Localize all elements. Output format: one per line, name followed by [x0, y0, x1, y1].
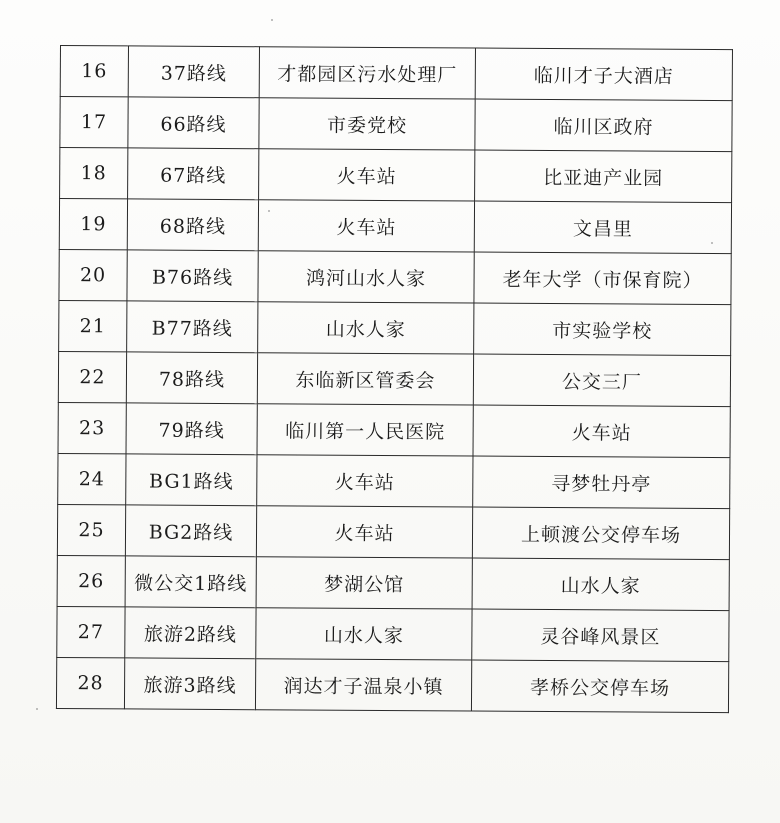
end-stop-cell: 市实验学校: [474, 303, 731, 356]
end-stop-cell: 上顿渡公交停车场: [472, 507, 729, 560]
end-stop-cell: 山水人家: [472, 558, 729, 611]
route-name-cell: 67路线: [128, 148, 259, 200]
end-stop-cell: 孝桥公交停车场: [471, 660, 728, 713]
scan-speck: [271, 19, 273, 21]
row-number-cell: 27: [57, 606, 125, 657]
row-number-cell: 18: [60, 148, 128, 199]
table-row: [58, 402, 730, 457]
start-stop-cell: 才都园区污水处理厂: [259, 47, 475, 99]
row-number-cell: 28: [56, 657, 124, 708]
row-number-cell: 23: [58, 402, 126, 453]
row-number-cell: 26: [57, 555, 125, 606]
end-stop-cell: 寻梦牡丹亭: [473, 456, 730, 509]
end-stop-cell: 灵谷峰风景区: [472, 609, 729, 662]
row-number-cell: 17: [60, 97, 128, 148]
start-stop-cell: 市委党校: [259, 98, 475, 150]
row-number-cell: 25: [57, 504, 125, 555]
end-stop-cell: 老年大学（市保育院）: [474, 252, 731, 305]
table-row: [59, 249, 731, 304]
route-name-cell: 37路线: [128, 46, 259, 98]
table-row: [58, 351, 730, 406]
table-row: [60, 46, 732, 101]
table-row: [57, 504, 729, 559]
route-name-cell: B76路线: [127, 250, 258, 302]
start-stop-cell: 东临新区管委会: [257, 353, 473, 405]
start-stop-cell: 鸿河山水人家: [258, 251, 474, 303]
route-name-cell: 79路线: [126, 403, 257, 455]
start-stop-cell: 火车站: [259, 149, 475, 201]
start-stop-cell: 临川第一人民医院: [257, 404, 473, 456]
scan-speck: [36, 708, 38, 710]
table-row: [57, 606, 729, 661]
route-name-cell: 66路线: [128, 97, 259, 149]
start-stop-cell: 山水人家: [256, 608, 472, 660]
route-name-cell: B77路线: [127, 301, 258, 353]
route-name-cell: 微公交1路线: [125, 556, 256, 608]
route-name-cell: BG1路线: [126, 454, 257, 506]
table-row: [59, 199, 731, 254]
row-number-cell: 20: [59, 249, 127, 300]
end-stop-cell: 公交三厂: [473, 354, 730, 407]
start-stop-cell: 润达才子温泉小镇: [255, 659, 471, 711]
route-name-cell: BG2路线: [125, 505, 256, 557]
bus-route-table-body: [56, 46, 732, 713]
route-name-cell: 68路线: [127, 199, 258, 251]
table-row: [56, 657, 728, 712]
start-stop-cell: 山水人家: [258, 302, 474, 354]
table-row: [60, 97, 732, 152]
route-name-cell: 旅游2路线: [125, 607, 256, 659]
bus-route-table: [56, 45, 733, 713]
end-stop-cell: 临川区政府: [475, 99, 732, 152]
route-name-cell: 旅游3路线: [124, 658, 255, 710]
table-row: [60, 148, 732, 203]
route-name-cell: 78路线: [126, 352, 257, 404]
table-row: [59, 300, 731, 355]
table-row: [58, 453, 730, 508]
end-stop-cell: 比亚迪产业园: [475, 150, 732, 203]
row-number-cell: 22: [58, 351, 126, 402]
end-stop-cell: 文昌里: [474, 201, 731, 254]
start-stop-cell: 火车站: [257, 455, 473, 507]
end-stop-cell: 火车站: [473, 405, 730, 458]
start-stop-cell: 火车站: [256, 506, 472, 558]
table-row: [57, 555, 729, 610]
row-number-cell: 19: [59, 199, 127, 250]
start-stop-cell: 梦湖公馆: [256, 557, 472, 609]
end-stop-cell: 临川才子大酒店: [475, 48, 732, 101]
row-number-cell: 16: [60, 46, 128, 97]
row-number-cell: 24: [58, 453, 126, 504]
start-stop-cell: 火车站: [258, 200, 474, 252]
row-number-cell: 21: [59, 300, 127, 351]
